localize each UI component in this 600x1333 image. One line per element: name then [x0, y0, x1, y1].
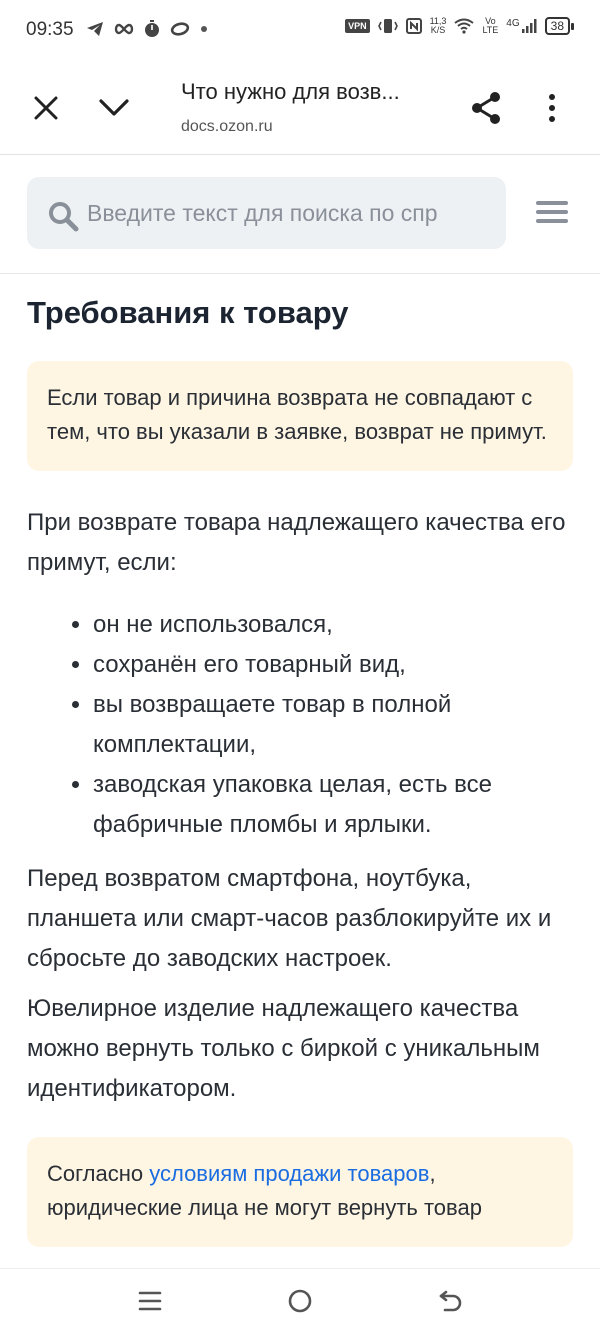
- timer-icon: [144, 20, 160, 38]
- home-icon: [287, 1288, 313, 1314]
- section-heading: Требования к товару: [27, 295, 349, 330]
- status-bar: [0, 0, 600, 62]
- status-left-icons: [86, 20, 208, 38]
- search-input[interactable]: [87, 195, 487, 231]
- list-item: • он не использовался,: [93, 605, 573, 645]
- search-box[interactable]: [27, 177, 506, 249]
- signal-icon: [521, 18, 537, 34]
- warning-notice: Если товар и причина возврата не совпадают с тем, что вы указали в заявке, возврат не примут.: [27, 361, 573, 471]
- share-icon: [469, 91, 503, 125]
- loop-icon: [170, 22, 190, 36]
- vibrate-icon: [378, 18, 398, 34]
- status-right-icons: [345, 17, 574, 35]
- page-url: docs.ozon.ru: [181, 118, 273, 135]
- home-button[interactable]: [282, 1283, 318, 1319]
- battery-indicator: 38: [545, 17, 574, 35]
- back-icon: [437, 1289, 463, 1313]
- list-item: • сохранён его товарный вид,: [93, 645, 573, 685]
- more-vert-icon: [547, 93, 557, 123]
- status-time: 09:35: [26, 19, 74, 40]
- page-title: Что нужно для возв...: [181, 79, 400, 104]
- requirements-list: [27, 605, 573, 845]
- share-button[interactable]: [466, 88, 506, 128]
- dot-icon: [200, 25, 208, 33]
- search-section: [0, 155, 600, 274]
- list-item: • вы возвращаете товар в полной комплектации,: [93, 685, 573, 765]
- signal-indicator: 4G: [506, 18, 536, 34]
- system-nav-bar: [0, 1268, 600, 1333]
- close-icon: [33, 95, 59, 121]
- info-notice: Согласно условиям продажи товаров, юридические лица не могут вернуть товар: [27, 1137, 573, 1247]
- paragraph: При возврате товара надлежащего качества его примут, если:: [27, 509, 566, 576]
- telegram-icon: [86, 21, 104, 37]
- nfc-icon: [406, 18, 422, 34]
- article-content: [27, 293, 573, 1247]
- list-item: • заводская упаковка целая, есть все фабричные пломбы и ярлыки.: [93, 765, 573, 845]
- menu-button[interactable]: [536, 201, 568, 227]
- recents-icon: [138, 1290, 162, 1312]
- paragraph: Перед возвратом смартфона, ноутбука, планшета или смарт-часов разблокируйте их и сбросьте до заводских настроек.: [27, 865, 552, 972]
- chevron-down-icon: [98, 98, 130, 118]
- back-button[interactable]: [432, 1283, 468, 1319]
- wifi-icon: [454, 18, 474, 34]
- vpn-badge: VPN: [345, 19, 370, 33]
- browser-toolbar: [0, 62, 600, 155]
- network-speed: 11,3 K/S: [429, 16, 447, 35]
- recents-button[interactable]: [132, 1283, 168, 1319]
- more-options-button[interactable]: [532, 88, 572, 128]
- paragraph: Ювелирное изделие надлежащего качества можно вернуть только с биркой с уникальным идентификатором.: [27, 995, 540, 1102]
- menu-icon: [536, 201, 568, 205]
- volte-indicator: Vo LTE: [482, 16, 499, 35]
- search-icon: [47, 200, 79, 232]
- infinity-icon: [114, 22, 134, 36]
- sales-terms-link[interactable]: условиям продажи товаров: [149, 1161, 430, 1186]
- close-button[interactable]: [26, 88, 66, 128]
- collapse-button[interactable]: [94, 88, 134, 128]
